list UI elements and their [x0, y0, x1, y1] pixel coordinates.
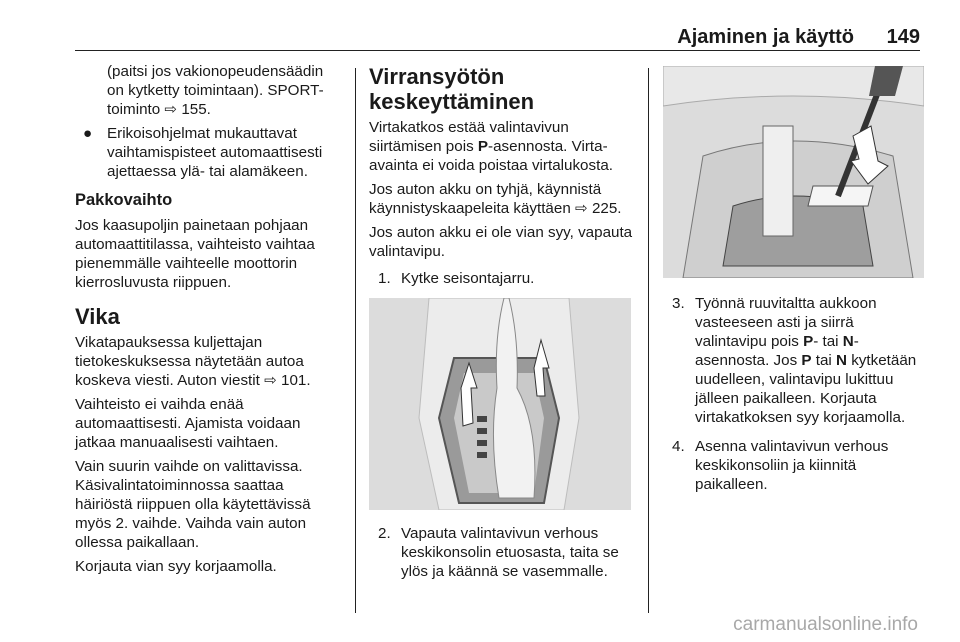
- step-3: [663, 294, 925, 427]
- text-span: - tai: [813, 333, 843, 350]
- column-divider-1: [355, 68, 356, 613]
- virransyotto-paragraph-1: [369, 118, 635, 175]
- vika-paragraph-2: Vaihteisto ei vaihda enää automaattisesti. Ajamista voidaan jatkaa manuaalisesti vaihtaen.: [75, 396, 301, 451]
- step-2: [369, 524, 635, 581]
- page-header: [75, 22, 920, 52]
- text-span: -asennosta. Jos: [695, 333, 859, 369]
- gear-n-label: N: [836, 352, 847, 369]
- column-3: [663, 292, 925, 504]
- gear-n-label: N: [842, 333, 854, 350]
- gear-p-label: P: [803, 333, 814, 350]
- pakkovaihto-text: Jos kaasupoljin painetaan pohjaan automaattitilassa, vaihteisto vaihtaa pienemmälle vaihteelle moottorin kierrosluvusta riippuen.: [75, 217, 315, 291]
- text-span: tai: [811, 352, 837, 369]
- step-4: [663, 437, 925, 494]
- column-2: [369, 62, 635, 591]
- step-text: Asenna valintavivun verhous keskikonsoliin ja kiinnitä paikalleen.: [695, 438, 889, 493]
- bullet-item: [75, 124, 343, 181]
- text-span: Työnnä ruuvitaltta aukkoon vasteeseen asti ja siirrä valintavipu pois: [695, 295, 877, 350]
- step-number: 4.: [672, 438, 685, 455]
- virransyotto-paragraph-3: Jos auton akku ei ole vian syy, vapauta valintavipu.: [369, 224, 633, 260]
- step-number: 1.: [378, 270, 391, 287]
- continued-text: (paitsi jos vakionopeudensäädin on kytketty toimintaan). SPORT-toiminto ⇨ 155.: [107, 63, 324, 118]
- step-1: [369, 269, 635, 288]
- vika-paragraph-1: Vikatapauksessa kuljettajan tietokeskuksessa näytetään autoa koskeva viesti. Auton viestit ⇨ 101.: [75, 334, 311, 389]
- text-span: Virtakatkos estää valintavivun siirtämisen pois: [369, 119, 569, 155]
- bullet-text: Erikoisohjelmat mukauttavat vaihtamispisteet automaattisesti ajettaessa ylä- tai alamäkeen.: [107, 125, 323, 180]
- vika-paragraph-3: Vain suurin vaihde on valittavissa. Käsivalintatoiminnossa saattaa häiriöstä riippuen olla käytettävissä myös 2. vaihde. Vaihda vain auton ollessa paikallaan.: [75, 458, 311, 551]
- step-number: 2.: [378, 525, 391, 542]
- header-rule: [75, 50, 920, 51]
- text-span: -asennosta. Virta-avainta ei voida poistaa virtalukosta.: [369, 138, 613, 174]
- gear-p-label: P: [801, 352, 812, 369]
- vika-paragraph-4: Korjauta vian syy korjaamolla.: [75, 558, 277, 575]
- watermark[interactable]: carmanualsonline.info: [733, 614, 918, 635]
- screwdriver-illustration: [663, 66, 924, 278]
- column-divider-2: [648, 68, 649, 613]
- page-number: 149: [886, 26, 920, 48]
- section-title: Ajaminen ja käyttö: [677, 26, 854, 48]
- text-span: kytketään uudelleen, valintavipu lukittuu jälleen paikalleen. Korjauta virtakatkoksen syy korjaamolla.: [695, 352, 917, 426]
- step-text: Kytke seisontajarru.: [401, 270, 535, 287]
- column-1: [75, 62, 343, 581]
- virransyotto-paragraph-2: Jos auton akku on tyhjä, käynnistä käynnistyskaapeleita käyttäen ⇨ 225.: [369, 181, 622, 217]
- step-number: 3.: [672, 295, 685, 312]
- gear-p-label: P: [477, 138, 489, 155]
- virransyotto-heading: Virransyötön keskeyttäminen: [369, 64, 535, 114]
- bullet-dot-icon: ●: [83, 125, 93, 142]
- step-text: Vapauta valintavivun verhous keskikonsolin etuosasta, taita se ylös ja käännä se vasemmalle.: [401, 525, 619, 580]
- pakkovaihto-heading: Pakkovaihto: [75, 191, 173, 209]
- vika-heading: Vika: [75, 304, 120, 329]
- gear-lever-illustration: [369, 298, 631, 510]
